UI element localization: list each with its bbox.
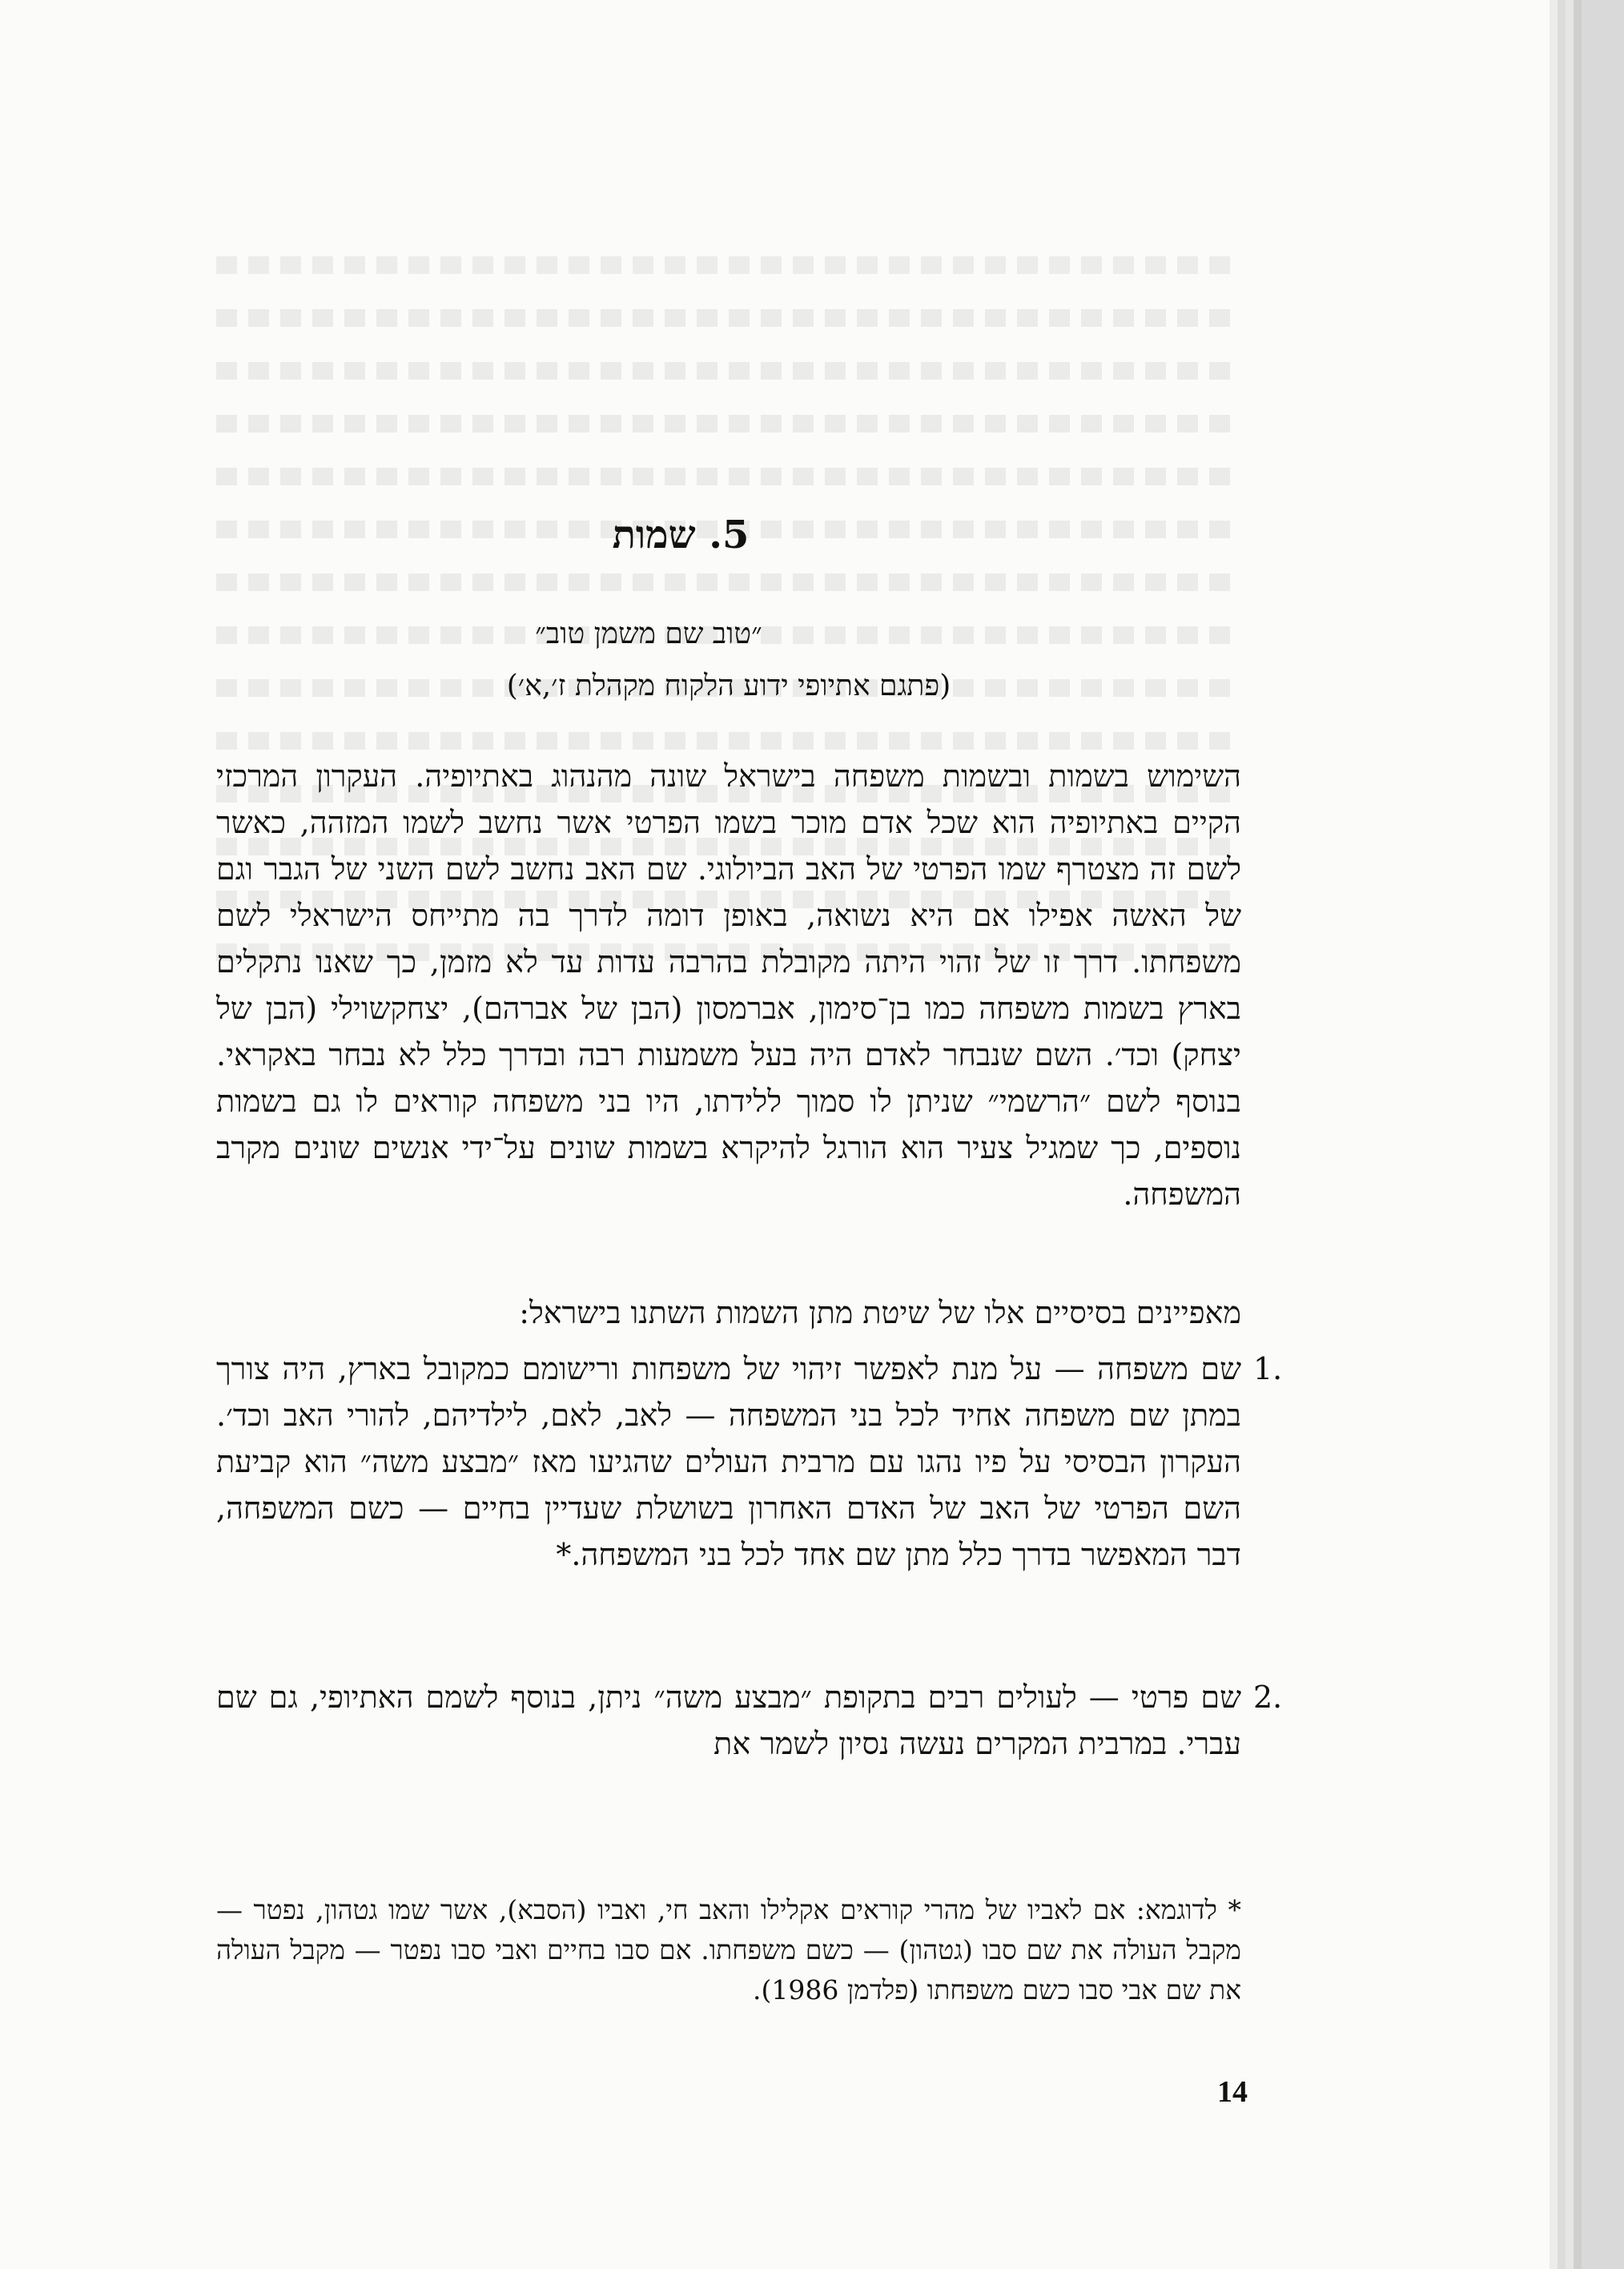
list-item-text: שם פרטי — לעולים רבים בתקופת ״מבצע משה״ ניתן, בנוסף לשמם האתיופי, גם שם עברי. במרבית המקרים נעשה נסיון לשמר את (216, 1680, 1241, 1761)
list-item-text: שם משפחה — על מנת לאפשר זיהוי של משפחות ורישומם כמקובל בארץ, היה צורך במתן שם משפחה אחיד לכל בני המשפחה — לאב, לאם, לילדיהם, להורי האב וכד׳. העקרון הבסיסי על פיו נהגו עם מרבית העולים שהגיעו מאז ״מבצע משה״ הוא קביעת השם הפרטי של האב של האדם האחרון בשושלת שעדיין בחיים — כשם המשפחה, דבר המאפשר בדרך כלל מתן שם אחד לכל בני המשפחה.* (216, 1351, 1242, 1572)
list-item-number: 2. (1253, 1680, 1283, 1715)
list-item-1 (216, 1346, 1283, 1578)
section-title (216, 513, 1241, 557)
list-item-2 (216, 1674, 1283, 1767)
epigraph-source: (פתגם אתיופי ידוע הלקוח מקהלת ז׳,א׳) (506, 670, 951, 702)
epigraph (216, 617, 1241, 650)
epigraph-quote: ״טוב שם משמן טוב״ (535, 618, 762, 650)
list-item-number: 1. (1253, 1351, 1283, 1386)
body-paragraph: השימוש בשמות ובשמות משפחה בישראל שונה מהנהוג באתיופיה. העקרון המרכזי הקיים באתיופיה הוא שכל אדם מוכר בשמו הפרטי אשר נחשב לשמו המזהה, כאשר לשם זה מצטרף שמו הפרטי של האב הביולוגי. שם האב נחשב לשם השני של הגבר וגם של האשה אפילו אם היא נשואה, באופן דומה לדרך בה מתייחס הישראלי לשם משפחתו. דרך זו של זהוי היתה מקובלת בהרבה עדות עד לא מזמן, כך שאנו נתקלים בארץ בשמות משפחה כמו בן־סימון, אברמסון (הבן של אברהם), יצחקשוילי (הבן של יצחק) וכד׳. השם שנבחר לאדם היה בעל משמעות רבה ובדרך כלל לא נבחר באקראי. בנוסף לשם ״הרשמי״ שניתן לו סמוך ללידתו, היו בני משפחה קוראים לו גם בשמות נוספים, כך שמגיל צעיר הוא הורגל להיקרא בשמות שונים על־ידי אנשים שונים מקרב המשפחה. (216, 758, 1241, 1212)
page-number: 14 (1217, 2075, 1248, 2109)
section-title-text: 5. שמות (612, 513, 750, 557)
footnote: * לדוגמא: אם לאביו של מהרי קוראים אקלילו והאב חי, ואביו (הסבא), אשר שמו גטהון, נפטר — מקבל העולה את שם סבו (גטהון) — כשם משפחתו. אם סבו בחיים ואבי סבו נפטר — מקבל העולה את שם אבי סבו כשם משפחתו (פלדמן 1986). (216, 1894, 1241, 2005)
list-intro: מאפיינים בסיסיים אלו של שיטת מתן השמות השתנו בישראל: (519, 1295, 1241, 1330)
